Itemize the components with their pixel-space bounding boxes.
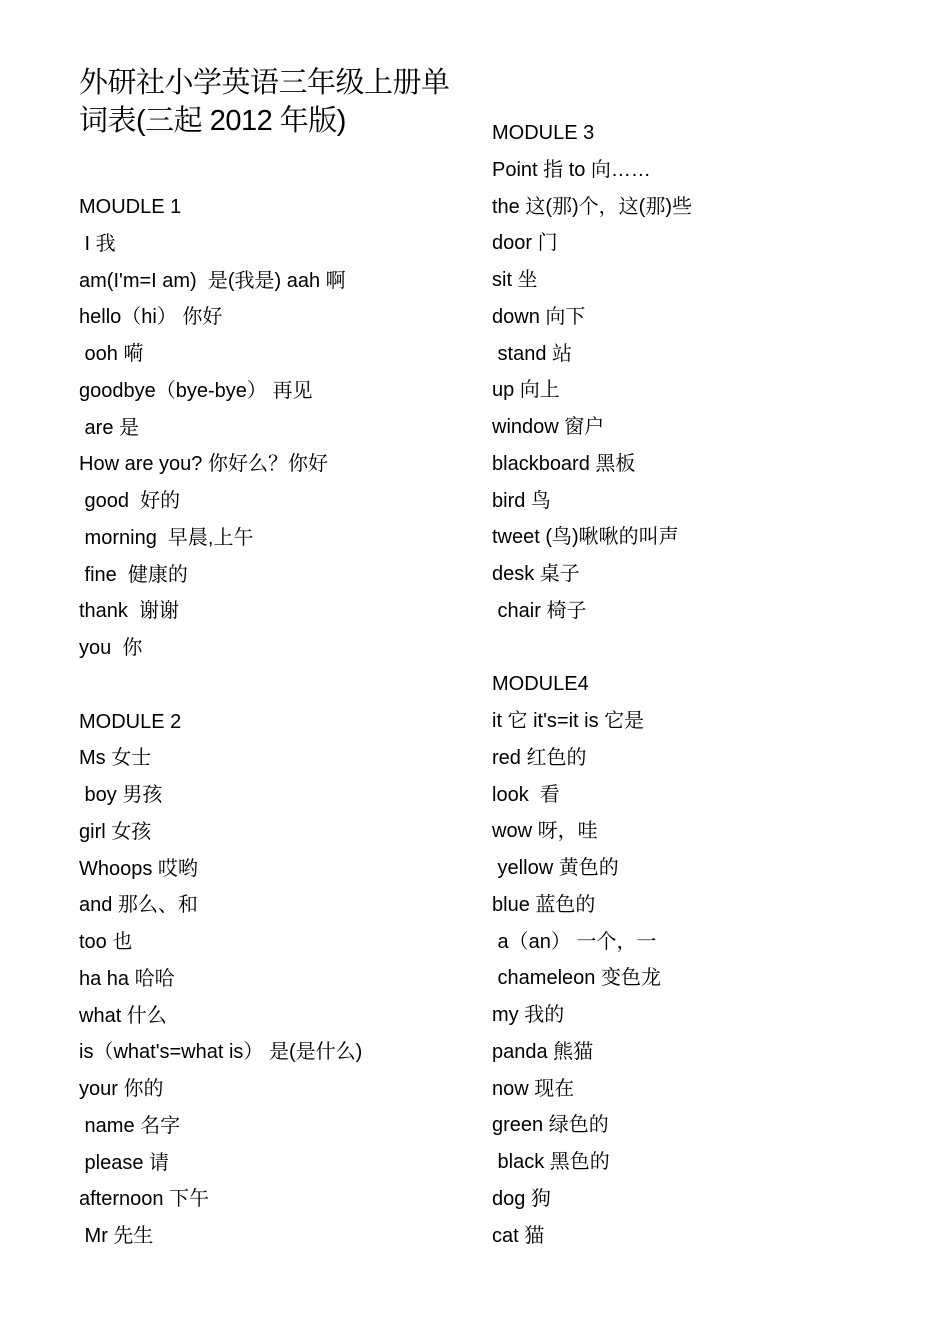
vocab-entry: thank 谢谢 <box>79 600 180 623</box>
vocab-entry: is（what's=what is） 是(是什么) <box>79 1041 363 1064</box>
vocab-entry: window 窗户 <box>492 416 605 438</box>
vocab-entry: dog 狗 <box>492 1187 551 1210</box>
section-spacer <box>79 670 479 707</box>
module-heading: MOUDLE 1 <box>79 196 182 218</box>
left-column <box>79 192 479 1258</box>
vocab-entry: chair 椅子 <box>492 599 587 622</box>
vocab-entry: morning 早晨,上午 <box>79 526 254 549</box>
vocab-entry: a（an） 一个，一 <box>492 930 657 953</box>
vocab-entry: black 黑色的 <box>492 1151 610 1173</box>
vocab-entry: ooh 嗬 <box>79 343 144 365</box>
module-heading: MODULE 3 <box>492 122 595 144</box>
vocab-entry: cat 猫 <box>492 1224 545 1247</box>
vocab-entry: chameleon 变色龙 <box>492 967 661 990</box>
module-heading: MODULE4 <box>492 673 589 696</box>
vocab-entry: panda 熊猫 <box>492 1040 594 1063</box>
vocab-entry: Whoops 哎哟 <box>79 857 198 880</box>
vocab-entry: too 也 <box>79 931 133 953</box>
section-spacer <box>492 633 892 670</box>
title-line-1: 外研社小学英语三年级上册单 <box>79 67 450 99</box>
vocab-entry: good 好的 <box>79 490 181 512</box>
vocab-entry: afternoon 下午 <box>79 1188 210 1211</box>
vocab-entry: name 名字 <box>79 1114 181 1137</box>
title-line-2: 词表(三起 2012 年版) <box>79 105 346 137</box>
vocab-entry: Mr 先生 <box>79 1225 154 1247</box>
vocab-entry: up 向上 <box>492 379 560 402</box>
vocab-entry: boy 男孩 <box>79 784 163 806</box>
vocab-entry: goodbye（bye-bye） 再见 <box>79 379 313 402</box>
vocab-entry: ha ha 哈哈 <box>79 967 175 990</box>
vocab-entry: bird 鸟 <box>492 489 551 512</box>
vocab-entry: hello（hi） 你好 <box>79 306 223 329</box>
vocab-entry: wow 呀，哇 <box>492 820 598 843</box>
vocab-entry: it 它 it's=it is 它是 <box>492 710 645 732</box>
vocab-entry: now 现在 <box>492 1077 575 1100</box>
vocab-entry: look 看 <box>492 783 560 806</box>
vocab-entry: stand 站 <box>492 342 573 365</box>
vocab-entry: blackboard 黑板 <box>492 452 636 475</box>
vocab-entry: down 向下 <box>492 305 586 328</box>
vocab-entry: desk 桌子 <box>492 563 580 585</box>
vocab-entry: blue 蓝色的 <box>492 893 596 916</box>
module-heading: MODULE 2 <box>79 710 182 733</box>
module-1-section <box>79 192 479 670</box>
vocab-entry: tweet (鸟)啾啾的叫声 <box>492 526 679 549</box>
vocab-entry: fine 健康的 <box>79 563 188 586</box>
right-column <box>492 118 892 1257</box>
vocab-entry: the 这(那)个，这(那)些 <box>492 195 692 218</box>
module-4-section <box>492 669 892 1257</box>
module-2-section <box>79 707 479 1258</box>
vocab-entry: yellow 黄色的 <box>492 857 619 879</box>
page-title <box>79 64 479 140</box>
vocab-entry: what 什么 <box>79 1004 167 1027</box>
vocab-entry: are 是 <box>79 416 140 439</box>
vocab-entry: I 我 <box>79 232 116 255</box>
vocab-entry: Ms 女士 <box>79 747 152 770</box>
vocab-entry: green 绿色的 <box>492 1114 609 1137</box>
vocab-entry: How are you? 你好么？你好 <box>79 453 328 476</box>
vocab-entry: door 门 <box>492 232 558 255</box>
vocab-entry: sit 坐 <box>492 269 538 291</box>
module-3-section <box>492 118 892 633</box>
vocab-entry: girl 女孩 <box>79 820 152 843</box>
vocab-entry: Point 指 to 向…… <box>492 158 651 181</box>
vocab-entry: red 红色的 <box>492 746 587 769</box>
vocab-entry: you 你 <box>79 637 143 659</box>
vocab-entry: am(I'm=I am) 是(我是) aah 啊 <box>79 269 346 292</box>
vocab-entry: please 请 <box>79 1151 170 1174</box>
vocab-entry: my 我的 <box>492 1004 565 1026</box>
vocab-entry: your 你的 <box>79 1078 164 1100</box>
vocab-entry: and 那么、和 <box>79 894 198 917</box>
